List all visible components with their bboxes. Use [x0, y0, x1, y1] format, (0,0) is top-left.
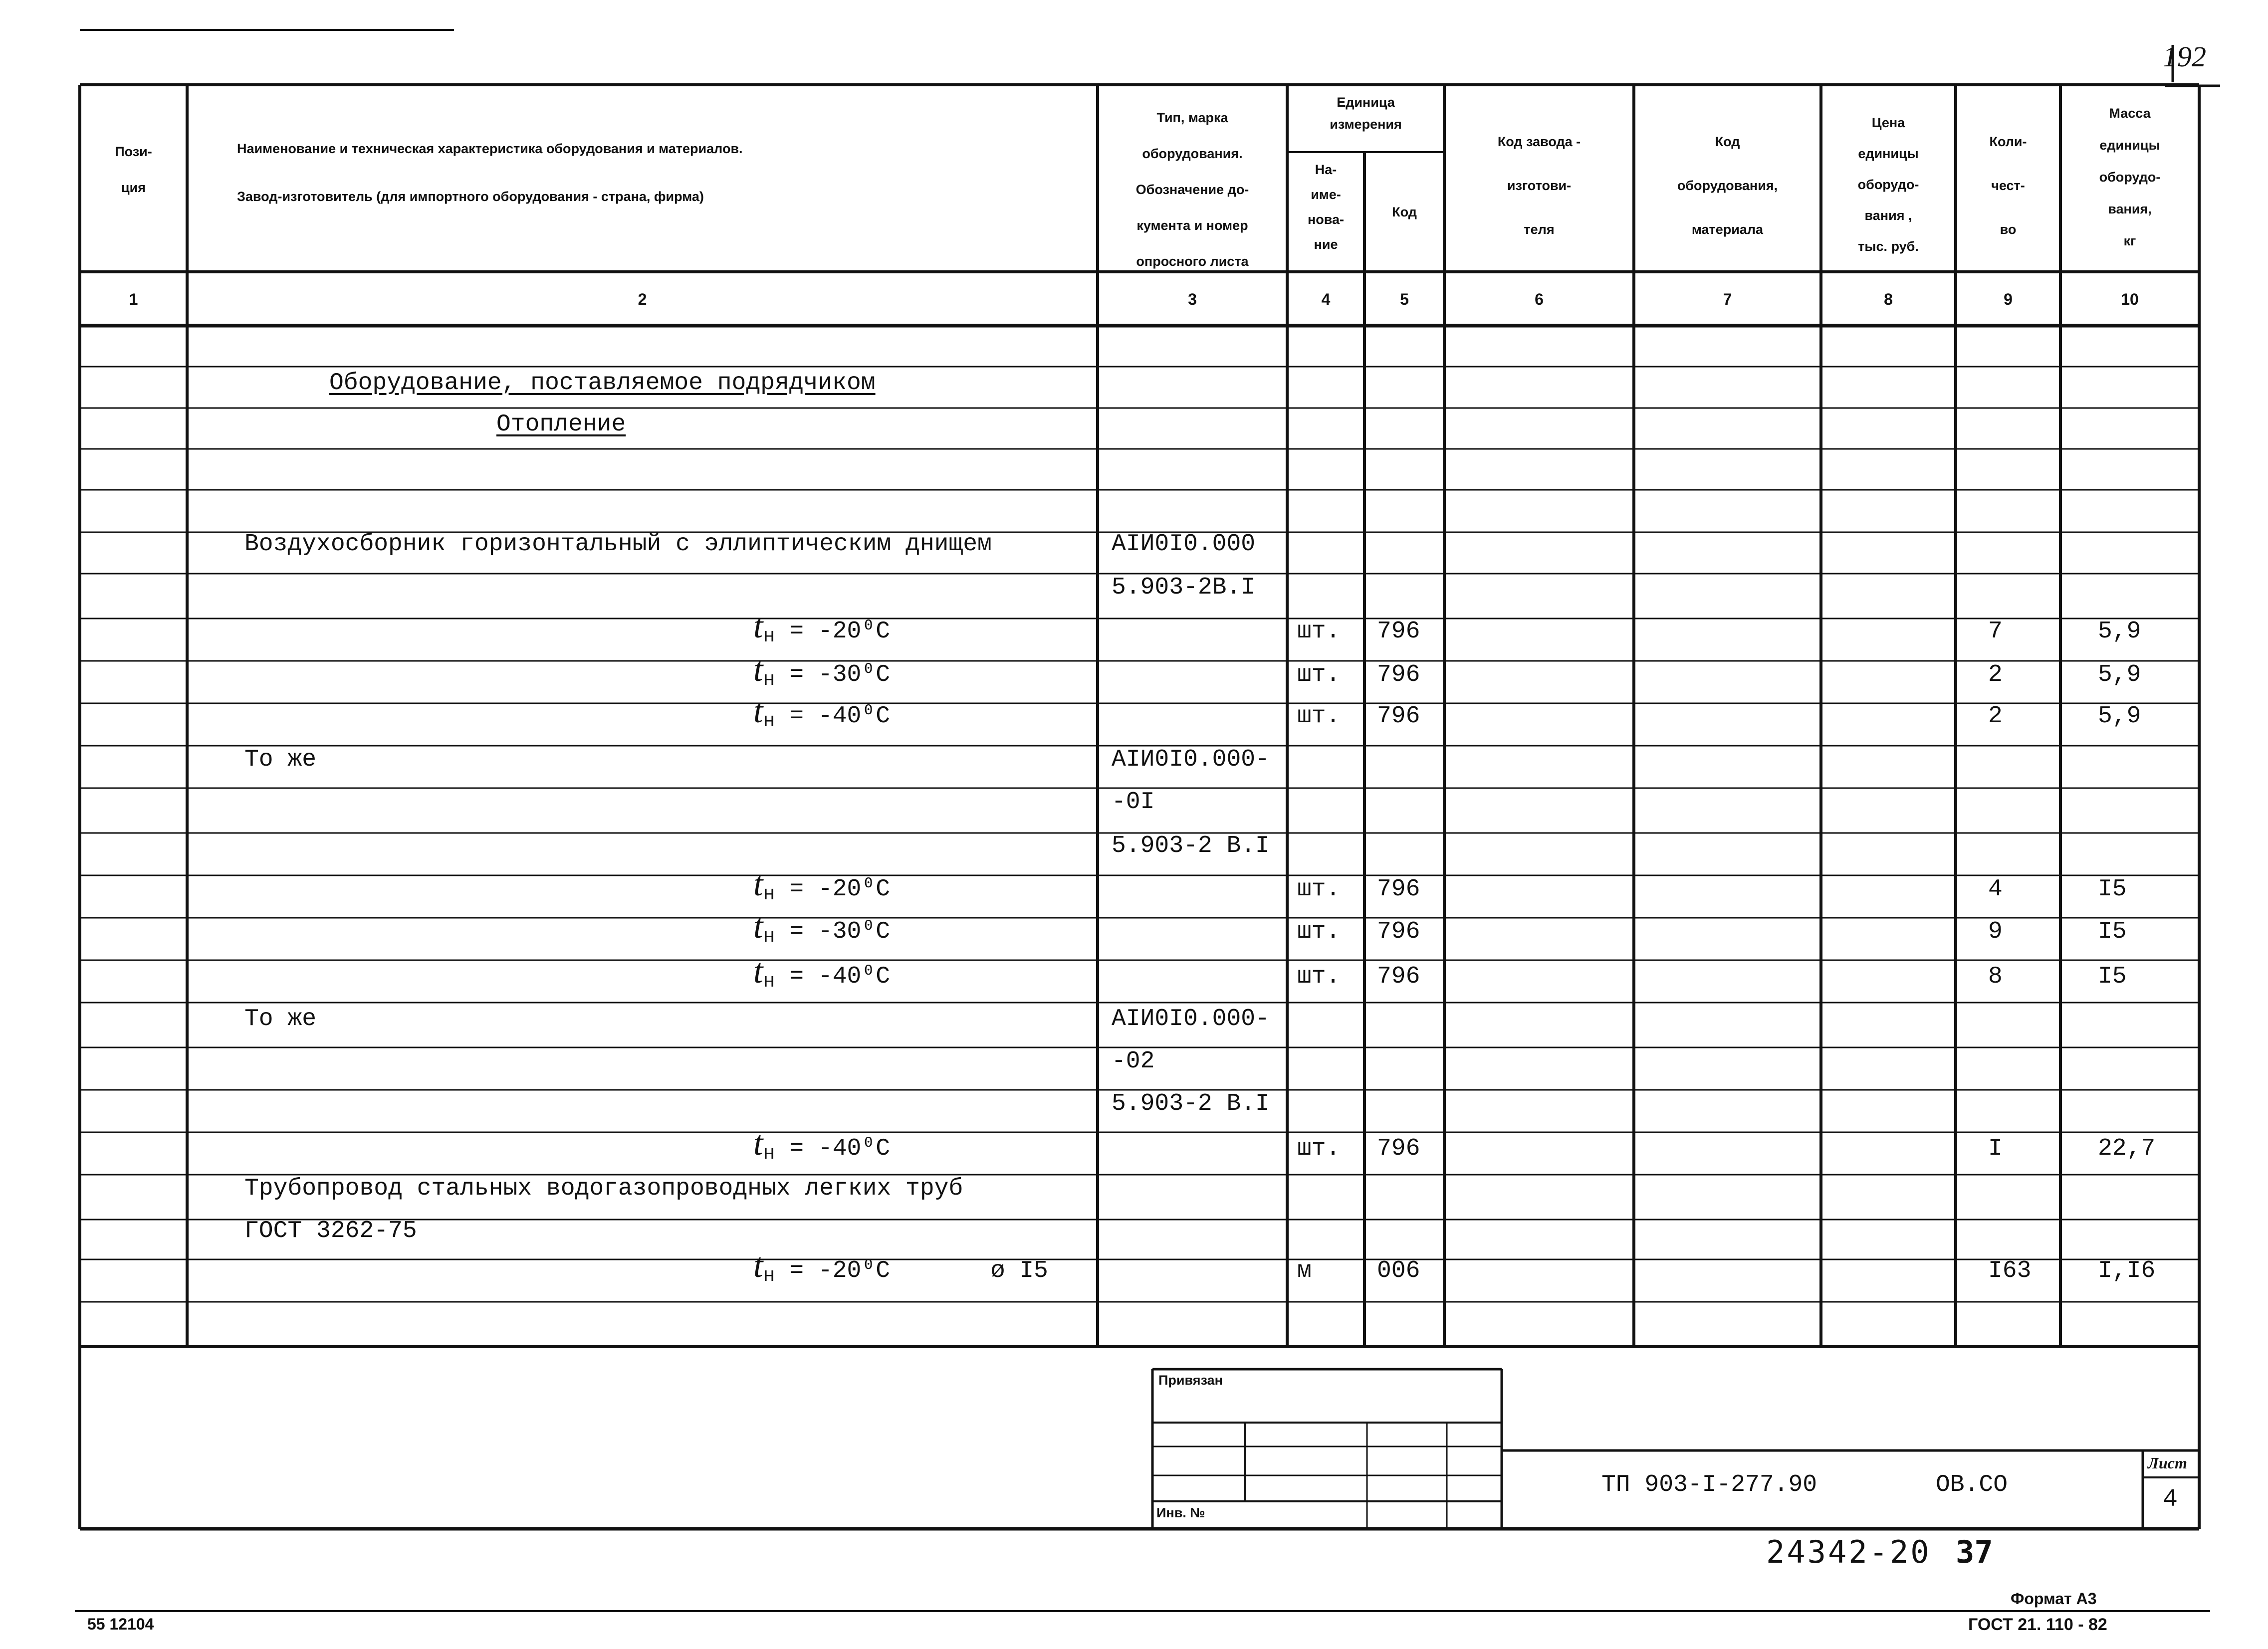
temperature-formula: [753, 650, 890, 694]
row-name: То же: [244, 1006, 317, 1032]
temperature-formula: [753, 952, 890, 996]
column-number: 4: [1321, 290, 1331, 308]
row-mass: I5: [2098, 918, 2127, 945]
temperature-formula: [753, 865, 890, 909]
formula-value: = -30⁰C: [775, 661, 890, 688]
formula-symbol: t: [753, 907, 763, 946]
header-unit-group: Единица измерения: [1330, 95, 1402, 132]
stamp-sheet-label: Лист: [2148, 1454, 2187, 1472]
formula-value: = -20⁰C: [775, 618, 890, 645]
row-unit: шт.: [1297, 963, 1341, 990]
header-col3: Тип, марка оборудования. Обозначение до- кумента и номер опросного листа: [1135, 110, 1249, 269]
row-code: 796: [1377, 963, 1420, 990]
header-col7: Код оборудования, материала: [1677, 134, 1778, 237]
formula-symbol: t: [753, 1124, 763, 1163]
formula-value: = -40⁰C: [775, 703, 890, 730]
formula-value: = -40⁰C: [775, 963, 890, 990]
row-name: Трубопровод стальных водогазопроводных легких труб: [244, 1175, 963, 1202]
row-name: Отопление: [496, 411, 626, 438]
row-qty: 2: [1988, 661, 2003, 688]
formula-value: = -40⁰C: [775, 1135, 890, 1162]
formula-value: = -30⁰C: [775, 918, 890, 945]
column-number: 10: [2121, 290, 2139, 308]
row-type: 5.903-2 В.I: [1112, 1090, 1270, 1117]
header-col9: Коли- чест- во: [1989, 134, 2027, 237]
row-mass: 5,9: [2098, 618, 2141, 645]
stamp-sheet-number: 4: [2163, 1485, 2178, 1514]
row-qty: 7: [1988, 618, 2003, 645]
row-unit: шт.: [1297, 918, 1341, 945]
formula-value: = -20⁰C ø I5: [775, 1257, 1048, 1284]
formula-subscript: н: [763, 1143, 775, 1165]
row-type: АIИ0I0.000: [1112, 531, 1256, 558]
row-name: Воздухосборник горизонтальный с эллиптическим днищем: [244, 531, 992, 558]
row-mass: 22,7: [2098, 1135, 2156, 1162]
row-mass: I5: [2098, 963, 2127, 990]
row-unit: м: [1297, 1257, 1312, 1284]
formula-subscript: н: [763, 669, 775, 691]
column-number: 6: [1535, 290, 1544, 308]
temperature-formula: [753, 1246, 1048, 1290]
row-code: 796: [1377, 618, 1420, 645]
row-mass: 5,9: [2098, 703, 2141, 730]
row-name: Оборудование, поставляемое подрядчиком: [329, 370, 876, 397]
column-number: 3: [1188, 290, 1197, 308]
row-unit: шт.: [1297, 1135, 1341, 1162]
row-type: АIИ0I0.000-: [1112, 1006, 1270, 1032]
row-unit: шт.: [1297, 876, 1341, 903]
row-code: 796: [1377, 1135, 1420, 1162]
row-code: 796: [1377, 703, 1420, 730]
stamp-privyazan: Привязан: [1158, 1373, 1223, 1388]
formula-symbol: t: [753, 650, 763, 689]
row-unit: шт.: [1297, 703, 1341, 730]
formula-symbol: t: [753, 865, 763, 903]
row-type: -0I: [1112, 789, 1155, 816]
column-number: 2: [638, 290, 647, 308]
column-number: 8: [1884, 290, 1893, 308]
formula-symbol: t: [753, 607, 763, 645]
row-type: АIИ0I0.000-: [1112, 746, 1270, 773]
temperature-formula: [753, 607, 890, 651]
column-number: 5: [1400, 290, 1409, 308]
formula-subscript: н: [763, 710, 775, 733]
formula-subscript: н: [763, 883, 775, 906]
header-col1: Пози- ция: [115, 144, 152, 195]
header-col10: Масса единицы оборудо- вания, кг: [2099, 106, 2161, 248]
handwritten-page: 37: [1956, 1534, 1993, 1570]
row-name: То же: [244, 746, 317, 773]
format-label: Формат А3: [2011, 1590, 2097, 1608]
row-qty: 9: [1988, 918, 2003, 945]
page-number-top: 192: [2163, 40, 2206, 73]
column-number: 7: [1723, 290, 1732, 308]
row-mass: 5,9: [2098, 661, 2141, 688]
formula-subscript: н: [763, 625, 775, 648]
stamp-section: ОВ.СО: [1936, 1471, 2008, 1498]
header-col5: Код: [1392, 205, 1417, 219]
row-unit: шт.: [1297, 618, 1341, 645]
row-qty: I63: [1988, 1257, 2032, 1284]
formula-value: = -20⁰C: [775, 876, 890, 903]
formula-subscript: н: [763, 1265, 775, 1287]
header-col2: Наименование и техническая характеристика оборудования и материалов. Завод-изготовитель (для импортного оборудования - страна, фирма): [237, 141, 743, 204]
row-unit: шт.: [1297, 661, 1341, 688]
row-qty: I: [1988, 1135, 2003, 1162]
header-col8: Цена единицы оборудо- вания , тыс. руб.: [1857, 115, 1919, 254]
row-qty: 4: [1988, 876, 2003, 903]
stamp-inv: Инв. №: [1156, 1505, 1205, 1520]
row-qty: 8: [1988, 963, 2003, 990]
header-col4: На- име- нова- ние: [1307, 162, 1345, 252]
formula-subscript: н: [763, 926, 775, 948]
column-number: 9: [2004, 290, 2013, 308]
temperature-formula: [753, 1124, 890, 1168]
row-code: 006: [1377, 1257, 1420, 1284]
row-mass: I5: [2098, 876, 2127, 903]
row-name: ГОСТ 3262-75: [244, 1218, 417, 1244]
row-type: 5.903-2В.I: [1112, 574, 1256, 601]
formula-subscript: н: [763, 971, 775, 993]
formula-symbol: t: [753, 692, 763, 730]
row-mass: I,I6: [2098, 1257, 2156, 1284]
column-number: 1: [129, 290, 138, 308]
temperature-formula: [753, 692, 890, 736]
left-code: 55 12104: [87, 1615, 154, 1633]
row-code: 796: [1377, 661, 1420, 688]
formula-symbol: t: [753, 952, 763, 991]
row-qty: 2: [1988, 703, 2003, 730]
row-type: 5.903-2 В.I: [1112, 832, 1270, 859]
gost-label: ГОСТ 21. 110 - 82: [1968, 1615, 2107, 1634]
handwritten-number: 24342-20: [1766, 1534, 1931, 1570]
row-type: -02: [1112, 1048, 1155, 1075]
row-code: 796: [1377, 876, 1420, 903]
stamp-doc-code: ТП 903-I-277.90: [1601, 1471, 1817, 1498]
row-code: 796: [1377, 918, 1420, 945]
formula-symbol: t: [753, 1246, 763, 1285]
temperature-formula: [753, 907, 890, 951]
header-col6: Код завода - изготови- теля: [1497, 134, 1581, 237]
